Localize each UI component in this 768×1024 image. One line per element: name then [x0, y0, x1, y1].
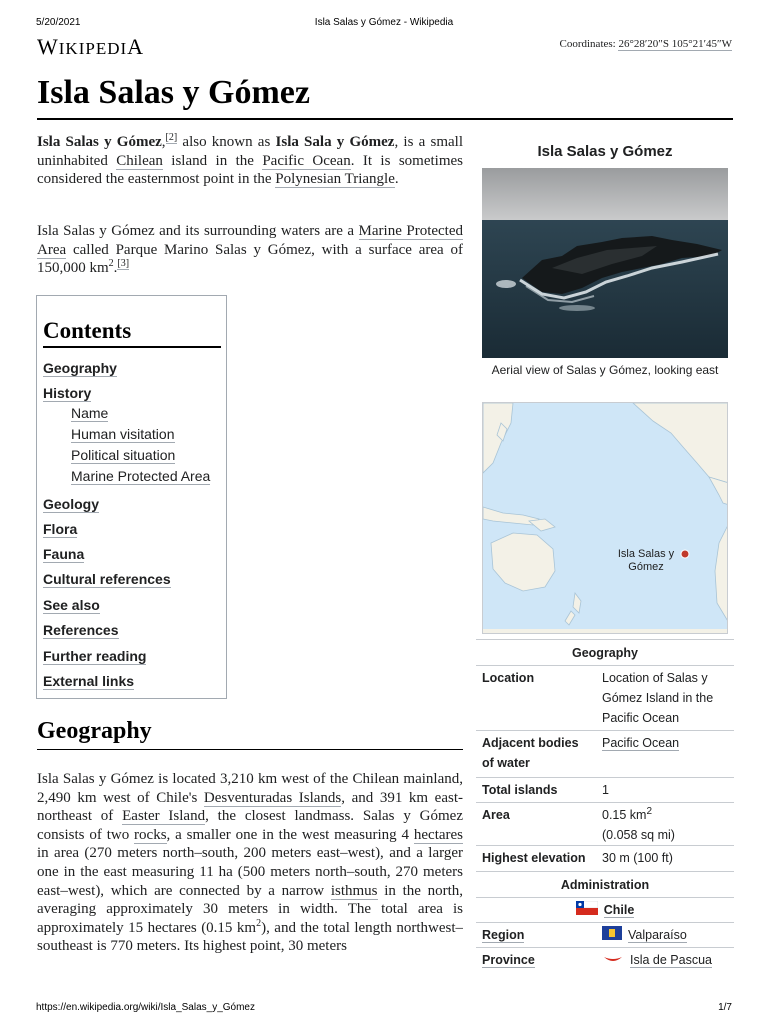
isla-de-pascua-flag-icon: [602, 951, 624, 971]
infobox-row-location: [476, 665, 734, 730]
link-isthmus[interactable]: isthmus: [330, 882, 378, 899]
intro-paragraph-1: Isla Salas y Gómez,[2] also known as Isla Sala y Gómez, is a small uninhabited Chilean island in the Pacific Ocean. It is sometimes considered the easternmost point in the Polynesian Triangle.: [37, 132, 463, 188]
bold-alt-name: Isla Sala y Gómez: [275, 134, 395, 150]
map-label: [613, 548, 679, 574]
toc-item-references[interactable]: References: [43, 622, 119, 638]
bold-term: Isla Salas y Gómez: [37, 134, 162, 150]
toc-item-further-reading[interactable]: Further reading: [43, 648, 147, 664]
page-title: Isla Salas y Gómez: [37, 72, 733, 120]
toc-item-external-links[interactable]: External links: [43, 673, 135, 689]
toc-item-see-also[interactable]: See also: [43, 597, 100, 613]
map-label-line-2: Gómez: [628, 561, 664, 573]
geography-paragraph: Isla Salas y Gómez is located 3,210 km west of the Chilean mainland, 2,490 km west of Chile's Desventuradas Islands, and 391 km east-northeast of Easter Island, the closest landmass. Salas y Gómez consists of two rocks, a smaller one in the west measuring 4 hectares in area (270 meters north–south, 200 meters east–west), and a larger one in the east measuring 11 ha (500 meters north–south, 270 meters east–west), which are connected by a narrow isthmus in the north, averaging approximately 30 meters in width. The total area is approximately 15 hectares (0.15 $km^2$), and the total length northwest–southeast is 770 meters. Its highest point, 30 meters: [37, 771, 463, 955]
print-page-number: 1/7: [718, 1002, 732, 1013]
toc-item-history[interactable]: History: [43, 385, 92, 401]
wikipedia-wordmark[interactable]: [37, 34, 144, 60]
toc-item-flora[interactable]: Flora: [43, 521, 78, 537]
chile-link[interactable]: Chile: [603, 903, 635, 917]
region-label[interactable]: Region: [482, 928, 525, 942]
infobox-row-highest-elevation: [476, 845, 734, 870]
link-hectares[interactable]: hectares: [413, 826, 463, 843]
map-label-line-1: Isla Salas y: [617, 548, 675, 560]
toc-item-name[interactable]: Name: [71, 405, 109, 421]
aerial-photo[interactable]: [482, 168, 728, 358]
ref-link[interactable]: [2]: [165, 132, 178, 143]
chile-flag-icon: [576, 899, 598, 923]
print-date: 5/20/2021: [36, 17, 81, 28]
infobox-geography-header: Geography: [476, 639, 734, 666]
wordmark-middle: IKIPEDI: [58, 39, 128, 58]
toc-item-fauna[interactable]: Fauna: [43, 546, 85, 562]
total-islands-label: Total islands: [482, 783, 558, 797]
infobox-row-area: [476, 802, 734, 845]
infobox-row-country: [476, 897, 734, 922]
toc-item-geology[interactable]: Geology: [43, 496, 100, 512]
coordinates: [560, 38, 733, 50]
location-label: Location: [482, 671, 535, 685]
link-easter-island[interactable]: Easter Island: [122, 808, 206, 825]
link-rocks[interactable]: rocks: [134, 826, 167, 843]
valparaiso-flag-icon: [602, 926, 622, 946]
link-pacific-ocean[interactable]: Pacific Ocean: [262, 152, 351, 169]
province-label[interactable]: Province: [482, 953, 535, 967]
section-heading-geography: Geography: [37, 718, 463, 750]
toc-item-political-situation[interactable]: Political situation: [71, 447, 176, 463]
photo-caption: Aerial view of Salas y Gómez, looking east: [491, 363, 719, 377]
area-label: Area: [482, 808, 510, 822]
location-map[interactable]: [482, 402, 728, 634]
link-chilean[interactable]: Chilean: [116, 152, 163, 169]
link-polynesian-triangle[interactable]: Polynesian Triangle: [275, 171, 395, 188]
infobox-row-adjacent: [476, 730, 734, 777]
ref-link[interactable]: [3]: [117, 258, 130, 270]
area-value: 0.15 $km^2$ (0.058 sq mi): [602, 805, 675, 842]
adjacent-label: Adjacent bodies of water: [482, 736, 579, 770]
infobox-row-total-islands: [476, 777, 734, 802]
print-footer: [0, 998, 768, 1024]
valparaiso-link[interactable]: Valparaíso: [628, 928, 687, 942]
infobox-administration-header: Administration: [476, 871, 734, 898]
toc-title: Contents: [43, 318, 221, 348]
location-value: Location of Salas y Gómez Island in the Pacific Ocean: [602, 671, 714, 725]
elevation-value: 30 m (100 ft): [602, 851, 673, 865]
table-of-contents: [36, 295, 227, 699]
link-desventuradas-islands[interactable]: Desventuradas Islands: [203, 789, 342, 806]
infobox-row-region: [476, 922, 734, 947]
toc-item-geography[interactable]: Geography: [43, 360, 117, 376]
coordinates-label: Coordinates:: [559, 38, 616, 50]
wordmark-final: A: [127, 34, 145, 59]
wordmark-initial: W: [37, 34, 59, 59]
infobox: [476, 134, 734, 984]
total-islands-value: 1: [602, 783, 609, 797]
toc-item-cultural-references[interactable]: Cultural references: [43, 571, 171, 587]
isla-de-pascua-link[interactable]: Isla de Pascua: [630, 953, 712, 967]
link-marine-protected-area[interactable]: Marine Protected Area: [37, 223, 464, 258]
print-header: [0, 0, 768, 30]
infobox-row-province: [476, 947, 734, 976]
print-page-title: Isla Salas y Gómez - Wikipedia: [314, 17, 454, 28]
intro-paragraph-2: Isla Salas y Gómez and its surrounding waters are a Marine Protected Area called Parque Marino Salas y Gómez, with a surface area of 150,000 $km^2.[3]$: [37, 223, 464, 277]
pacific-ocean-link[interactable]: Pacific Ocean: [602, 736, 680, 750]
toc-item-human-visitation[interactable]: Human visitation: [71, 426, 175, 442]
infobox-title: Isla Salas y Gómez: [537, 143, 673, 160]
elevation-label: Highest elevation: [482, 851, 586, 865]
print-url: https://en.wikipedia.org/wiki/Isla_Salas_y_Gómez: [36, 1002, 255, 1013]
coordinates-link[interactable]: 26°28′20″S 105°21′45″W: [618, 38, 732, 50]
toc-item-marine-protected-area[interactable]: Marine Protected Area: [71, 468, 211, 484]
